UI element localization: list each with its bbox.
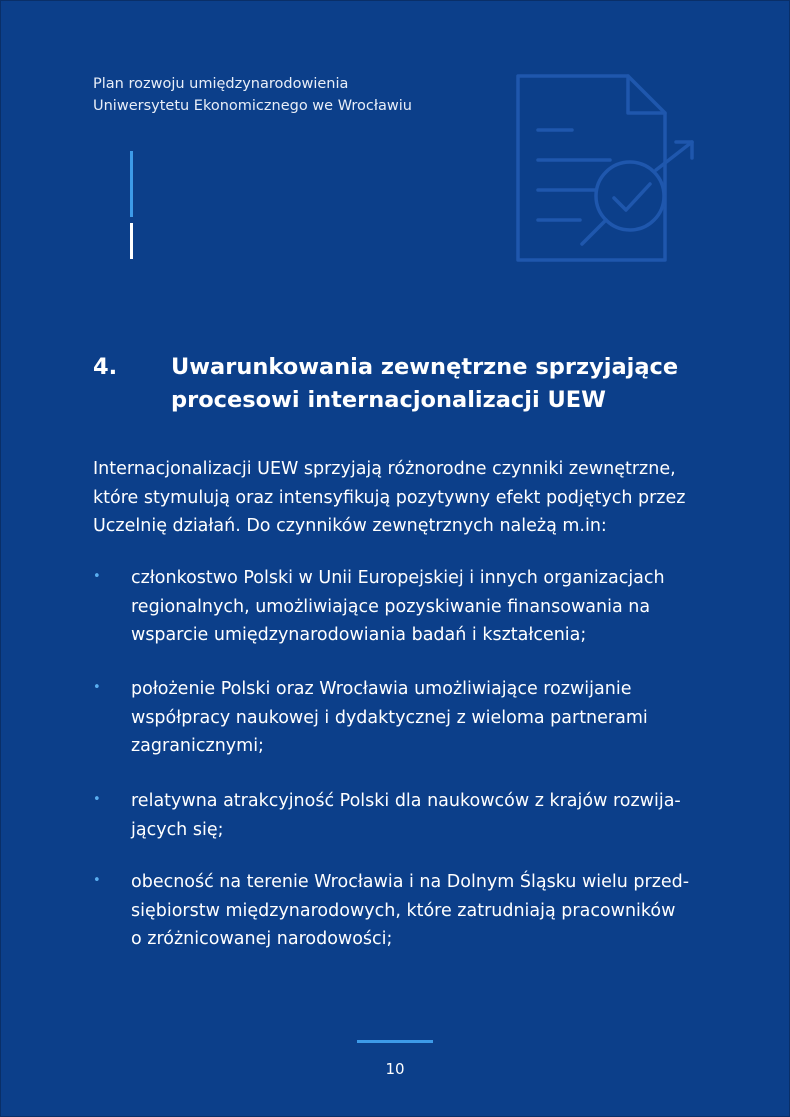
bullet-line: relatywna atrakcyjność Polski dla naukowców z krajów rozwija- (131, 791, 681, 811)
bullet-text (131, 787, 711, 844)
bullet-line: zagranicznymi; (131, 736, 264, 756)
bullet-text (131, 564, 711, 650)
bullet-text (131, 868, 711, 954)
header-line-1: Plan rozwoju umiędzynarodowienia (93, 76, 349, 92)
bullet-dot: • (93, 569, 101, 584)
bullet-line: regionalnych, umożliwiające pozyskiwanie finansowania na (131, 596, 651, 617)
document-check-icon (510, 68, 710, 273)
bullet-line: wsparcie umiędzynarodowiania badań i kształcenia; (131, 625, 587, 645)
bullet-line: położenie Polski oraz Wrocławia umożliwiające rozwijanie (131, 679, 632, 699)
footer-accent-line (357, 1040, 433, 1043)
bullet-line: współpracy naukowej i dydaktycznej z wieloma partnerami (131, 707, 648, 728)
intro-line-1: Internacjonalizacji UEW sprzyjają różnorodne czynniki zewnętrzne, (93, 459, 676, 479)
bullet-line: członkostwo Polski w Unii Europejskiej i innych organizacjach (131, 568, 665, 588)
section-title-line-1: Uwarunkowania zewnętrzne sprzyjające (171, 354, 679, 380)
bullet-line: o zróżnicowanej narodowości; (131, 929, 393, 949)
intro-line-2: które stymulują oraz intensyfikują pozytywny efekt podjętych przez (93, 487, 686, 508)
section-number: 4. (93, 354, 118, 380)
bullet-dot: • (93, 680, 101, 695)
intro-line-3: Uczelnię działań. Do czynników zewnętrznych należą m.in: (93, 516, 607, 536)
accent-bar-blue (130, 151, 133, 217)
page-number: 10 (385, 1060, 405, 1078)
bullet-text (131, 675, 711, 761)
bullet-line: obecność na terenie Wrocławia i na Dolnym Śląsku wielu przed- (131, 872, 690, 892)
bullet-dot: • (93, 792, 101, 807)
bullet-line: siębiorstw międzynarodowych, które zatrudniają pracowników (131, 900, 676, 921)
accent-bars (130, 151, 133, 259)
intro-paragraph (93, 455, 713, 541)
header-line-2: Uniwersytetu Ekonomicznego we Wrocławiu (93, 98, 412, 114)
bullet-dot: • (93, 873, 101, 888)
bullet-line: jących się; (131, 819, 224, 840)
section-title (171, 351, 691, 417)
running-header (93, 73, 412, 117)
accent-bar-white (130, 223, 133, 259)
section-title-line-2: procesowi internacjonalizacji UEW (171, 387, 606, 413)
